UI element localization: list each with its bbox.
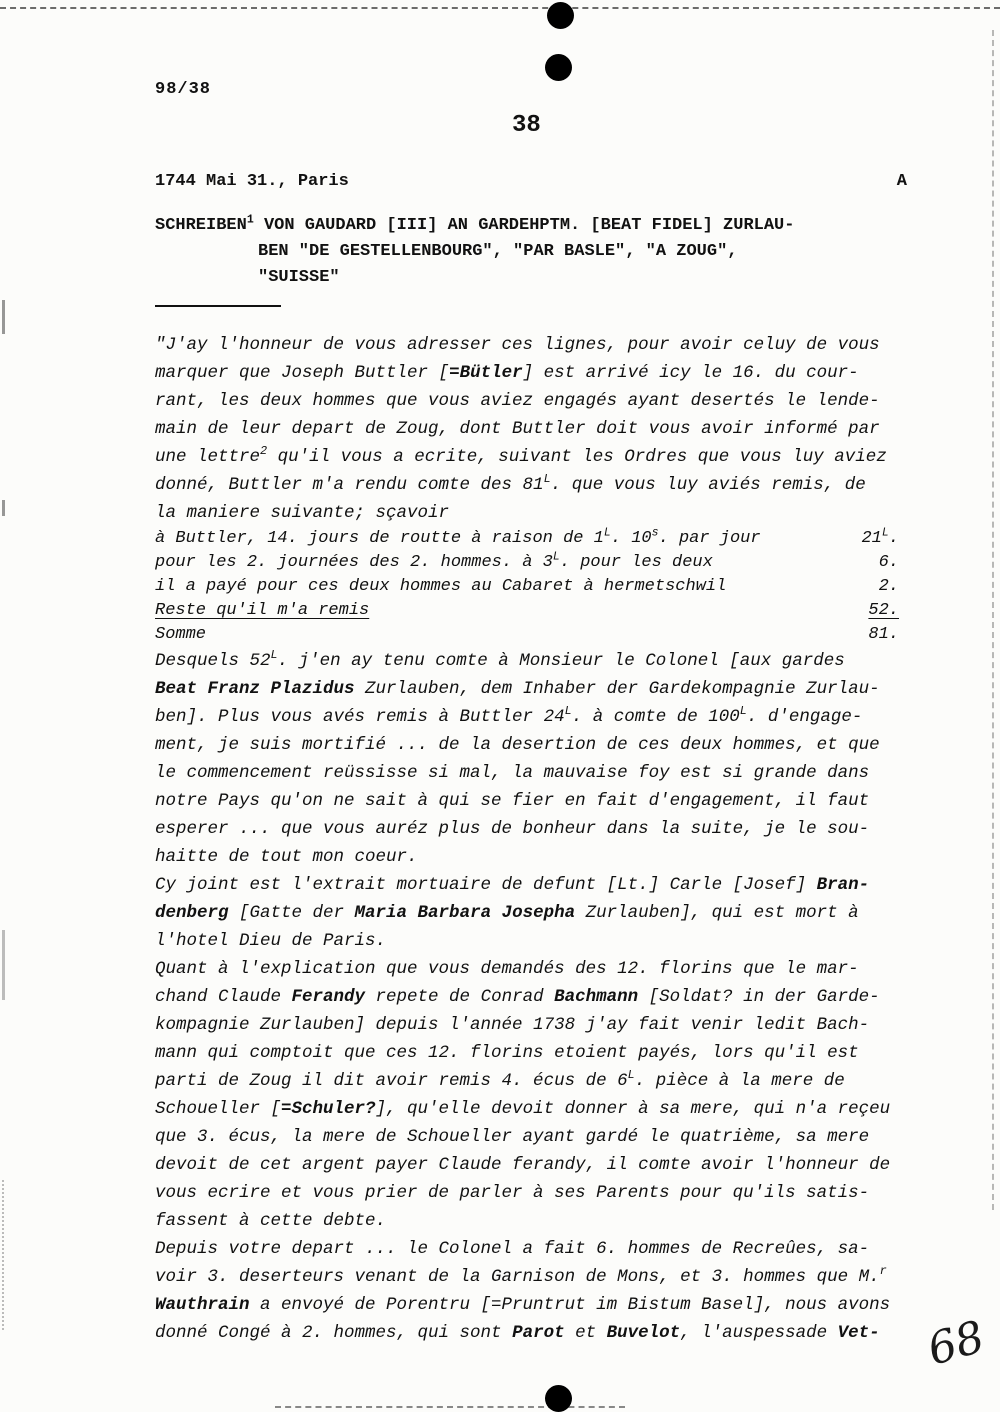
superscript: L	[881, 526, 889, 540]
ledger-amount	[879, 575, 899, 599]
date-line: 1744 Mai 31., Paris	[155, 172, 349, 191]
superscript: L	[739, 704, 747, 719]
text-segment: repete de Conrad	[365, 987, 555, 1007]
text-line	[155, 731, 907, 759]
ledger-description	[155, 551, 713, 575]
text-line	[155, 1151, 907, 1179]
scan-margin-artifact	[2, 930, 5, 1000]
text-line	[155, 499, 907, 527]
scan-margin-artifact	[2, 500, 5, 516]
text-segment: 52.	[868, 601, 899, 620]
text-line	[155, 1179, 907, 1207]
text-segment: SCHREIBEN	[155, 216, 247, 235]
text-segment: devoit de cet argent payer Claude ferandy, il comte avoir l'honneur de	[155, 1155, 891, 1175]
text-segment: voir 3. deserteurs venant de la Garnison de Mons, et 3. hommes que M.	[155, 1267, 880, 1287]
text-segment: Quant à l'explication que vous demandés des 12. florins que le mar-	[155, 959, 859, 979]
ledger-amount	[868, 599, 899, 623]
text-line	[155, 1123, 907, 1151]
text-segment: pour les 2. journées des 2. hommes. à 3	[155, 553, 553, 572]
heading-rule	[155, 305, 281, 307]
text-segment: . à comte de 100	[571, 707, 740, 727]
text-segment: Vet-	[837, 1323, 880, 1343]
text-segment: ben]. Plus vous avés remis à Buttler 24	[155, 707, 565, 727]
text-segment: marquer que Joseph Buttler [	[155, 363, 450, 383]
text-segment: Bachmann	[554, 987, 639, 1007]
text-segment: .	[888, 529, 899, 548]
ledger-description	[155, 575, 726, 599]
text-segment: 81.	[868, 625, 899, 644]
text-segment: 6.	[878, 553, 899, 572]
page-number: 38	[512, 112, 541, 139]
text-segment: Somme	[155, 625, 207, 644]
text-line	[155, 815, 907, 843]
text-segment: =Schuler?	[281, 1099, 376, 1119]
text-line	[155, 1011, 907, 1039]
text-segment: le commencement reüssisse si mal, la mauvaise foy est si grande dans	[155, 763, 870, 783]
punch-hole-mark	[545, 54, 572, 81]
scan-edge-artifact-right	[992, 30, 994, 1210]
text-line	[155, 647, 907, 675]
superscript: L	[270, 648, 278, 663]
text-segment: qu'il vous a ecrite, suivant les Ordres que vous luy aviez	[267, 447, 887, 467]
text-line	[155, 955, 907, 983]
text-segment: Wauthrain	[155, 1295, 250, 1315]
text-segment: =Bütler	[449, 363, 523, 383]
text-segment: Schoueller [	[155, 1099, 282, 1119]
title-line	[155, 265, 907, 291]
ledger-description	[155, 527, 761, 551]
text-line	[155, 359, 907, 387]
text-segment: . que vous luy aviés remis, de	[550, 475, 866, 495]
text-segment: fassent à cette debte.	[155, 1211, 387, 1231]
text-line	[155, 443, 907, 471]
text-segment: une lettre	[155, 447, 261, 467]
text-line	[155, 871, 907, 899]
text-segment: ] est arrivé icy le 16. du cour-	[522, 363, 859, 383]
ledger-amount	[868, 623, 899, 647]
text-segment: Beat Franz Plazidus	[155, 679, 355, 699]
text-segment: l'hotel Dieu de Paris.	[155, 931, 387, 951]
text-line	[155, 1291, 907, 1319]
ledger-line	[155, 575, 899, 599]
text-segment: la maniere suivante; sçavoir	[155, 503, 450, 523]
text-line	[155, 1235, 907, 1263]
text-line	[155, 927, 907, 955]
text-segment: Desquels 52	[155, 651, 271, 671]
superscript: 2	[260, 444, 268, 459]
text-line	[155, 387, 907, 415]
text-segment: donné Congé à 2. hommes, qui sont	[155, 1323, 513, 1343]
text-segment: rant, les deux hommes que vous aviez engagés ayant desertés le lende-	[155, 391, 880, 411]
text-segment: main de leur depart de Zoug, dont Buttler doit vous avoir informé par	[155, 419, 880, 439]
superscript: L	[564, 704, 572, 719]
text-segment: . par jour	[658, 529, 761, 548]
text-segment: . 10	[610, 529, 652, 548]
ledger-line	[155, 527, 899, 551]
ledger-line	[155, 599, 899, 623]
text-segment: ment, je suis mortifié ... de la desertion de ces deux hommes, et que	[155, 735, 880, 755]
text-line	[155, 843, 907, 871]
archive-reference: 98/38	[155, 80, 212, 99]
text-line	[155, 1095, 907, 1123]
text-segment: 21	[861, 529, 882, 548]
text-line	[155, 787, 907, 815]
text-segment: BEN "DE GESTELLENBOURG", "PAR BASLE", "A ZOUG",	[258, 242, 738, 261]
text-segment: chand Claude	[155, 987, 292, 1007]
text-segment: VON GAUDARD [III] AN GARDEHPTM. [BEAT FIDEL] ZURLAU-	[253, 216, 795, 235]
text-segment: Buvelot	[606, 1323, 681, 1343]
text-segment: Cy joint est l'extrait mortuaire de defunt [Lt.] Carle [Josef]	[155, 875, 817, 895]
ledger-description	[155, 599, 369, 623]
text-segment: . pour les deux	[559, 553, 713, 572]
text-line	[155, 331, 907, 359]
corner-letter: A	[896, 172, 907, 191]
text-segment: ], qu'elle devoit donner à sa mere, qui n'a reçeu	[375, 1099, 891, 1119]
superscript: L	[627, 1068, 635, 1083]
text-segment: à Buttler, 14. jours de routte à raison de 1	[155, 529, 604, 548]
text-segment: Depuis votre depart ... le Colonel a fait 6. hommes de Recreûes, sa-	[155, 1239, 870, 1259]
superscript: s	[651, 526, 659, 540]
handwritten-folio-number: 68	[922, 1311, 990, 1376]
superscript: r	[879, 1264, 887, 1279]
text-segment: Zurlauben, dem Inhaber der Gardekompagnie Zurlau-	[354, 679, 880, 699]
ledger-line	[155, 623, 899, 647]
text-segment: et	[564, 1323, 607, 1343]
ledger-description	[155, 623, 206, 647]
text-segment: denberg	[155, 903, 229, 923]
document-content	[155, 172, 907, 1347]
ledger-amount	[879, 551, 899, 575]
text-line	[155, 471, 907, 499]
text-segment: haitte de tout mon coeur.	[155, 847, 418, 867]
text-segment: , l'auspessade	[680, 1323, 838, 1343]
text-segment: a envoyé de Porentru [=Pruntrut im Bistum Basel], nous avons	[249, 1295, 891, 1315]
punch-hole-mark	[547, 2, 574, 29]
text-line	[155, 759, 907, 787]
text-segment: Ferandy	[291, 987, 366, 1007]
text-segment: . d'engage-	[746, 707, 863, 727]
superscript: L	[552, 550, 560, 564]
text-segment: donné, Buttler m'a rendu comte des 81	[155, 475, 544, 495]
text-line	[155, 899, 907, 927]
text-segment: [Soldat? in der Garde-	[638, 987, 880, 1007]
ledger-amount	[861, 527, 899, 551]
scan-edge-artifact-top	[0, 7, 1000, 9]
text-line	[155, 1263, 907, 1291]
text-line	[155, 1039, 907, 1067]
text-segment: que 3. écus, la mere de Schoueller ayant gardé le quatrième, sa mere	[155, 1127, 870, 1147]
text-segment: Reste qu'il m'a remis	[155, 601, 370, 620]
text-line	[155, 703, 907, 731]
text-segment: Zurlauben], qui est mort à	[575, 903, 859, 923]
text-line	[155, 675, 907, 703]
text-line	[155, 983, 907, 1011]
text-segment: "SUISSE"	[258, 268, 340, 287]
text-segment: "J'ay l'honneur de vous adresser ces lignes, pour avoir celuy de vous	[155, 335, 880, 355]
body-text	[155, 331, 907, 1347]
superscript: 1	[246, 213, 254, 227]
text-line	[155, 1319, 907, 1347]
text-segment: vous ecrire et vous prier de parler à ses Parents pour qu'ils satis-	[155, 1183, 870, 1203]
scan-margin-artifact	[2, 1180, 4, 1330]
text-segment: mann qui comptoit que ces 12. florins etoient payés, lors qu'il est	[155, 1043, 859, 1063]
scan-margin-artifact	[2, 300, 5, 334]
text-segment: . j'en ay tenu comte à Monsieur le Colonel [aux gardes	[277, 651, 845, 671]
text-segment: [Gatte der	[228, 903, 355, 923]
text-segment: Maria Barbara Josepha	[354, 903, 576, 923]
title-line	[155, 239, 907, 265]
text-line	[155, 415, 907, 443]
text-segment: Bran-	[816, 875, 870, 895]
text-segment: . pièce à la mere de	[634, 1071, 845, 1091]
text-line	[155, 1207, 907, 1235]
text-segment: il a payé pour ces deux hommes au Cabaret à hermetschwil	[155, 577, 727, 596]
superscript: L	[543, 472, 551, 487]
text-segment: esperer ... que vous auréz plus de bonheur dans la suite, je le sou-	[155, 819, 870, 839]
scan-edge-artifact-bottom	[275, 1406, 625, 1408]
title-line	[155, 213, 907, 239]
title-block	[155, 213, 907, 291]
text-line	[155, 1067, 907, 1095]
superscript: L	[603, 526, 611, 540]
text-segment: 2.	[878, 577, 899, 596]
text-segment: kompagnie Zurlauben] depuis l'année 1738 j'ay fait venir ledit Bach-	[155, 1015, 870, 1035]
text-segment: notre Pays qu'on ne sait à qui se fier en fait d'engagement, il faut	[155, 791, 870, 811]
date-row	[155, 172, 907, 191]
punch-hole-mark	[545, 1385, 572, 1412]
ledger-line	[155, 551, 899, 575]
text-segment: parti de Zoug il dit avoir remis 4. écus de 6	[155, 1071, 628, 1091]
text-segment: Parot	[512, 1323, 565, 1343]
